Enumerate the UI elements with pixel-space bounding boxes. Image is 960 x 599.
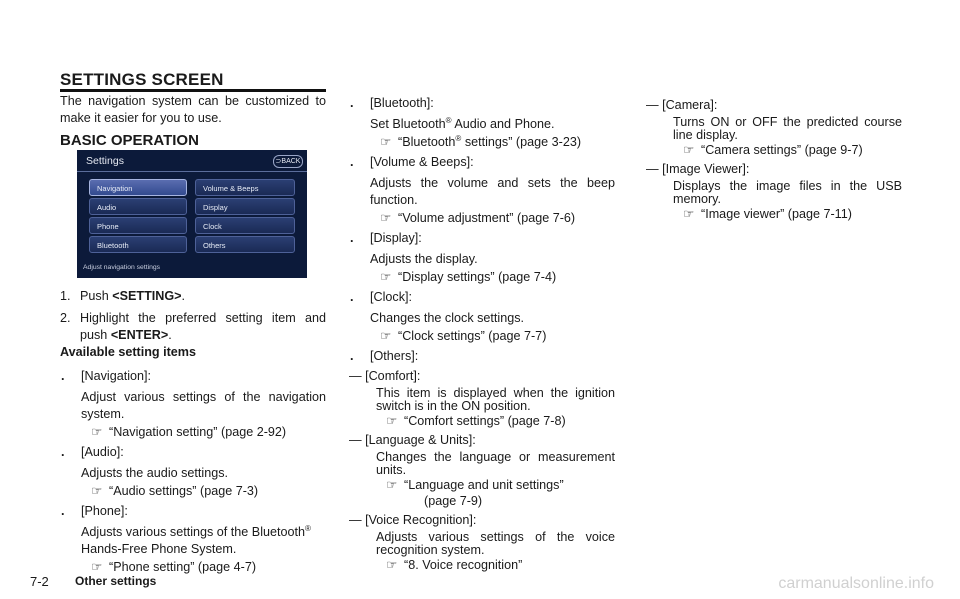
settings-screen-image <box>77 150 307 278</box>
section-title: SETTINGS SCREEN <box>60 70 224 89</box>
footer-title: Other settings <box>75 574 157 588</box>
list-item-clock: . [Clock]: Changes the clock settings. ☞ “Clock settings” (page 7-7) <box>350 290 547 343</box>
column-1 <box>60 368 326 579</box>
screen-button-volume: Volume & Beeps <box>195 179 295 196</box>
screen-footer: Adjust navigation settings <box>83 264 161 271</box>
basic-operation-heading: BASIC OPERATION <box>60 132 199 149</box>
step-1: 1. Push <SETTING>. <box>60 289 186 303</box>
section-rule <box>60 89 326 92</box>
pointing-hand-icon: ☞ <box>386 478 398 492</box>
pointing-hand-icon: ☞ <box>683 207 695 221</box>
pointing-hand-icon: ☞ <box>91 484 103 498</box>
list-item-phone: . [Phone]: Adjusts various settings of the Bluetooth® Hands-Free Phone System. ☞ “Phone setting” (page 4-7) <box>61 504 311 574</box>
sub-item-comfort: — [Comfort]: This item is displayed when the ignition switch is in the ON position. ☞ “Comfort settings” (page 7-8) <box>349 369 615 428</box>
screen-divider <box>77 171 307 172</box>
screen-back-button: ⊃BACK <box>273 155 303 168</box>
screen-button-bluetooth: Bluetooth <box>89 236 187 253</box>
list-item-audio: . [Audio]: Adjusts the audio settings. ☞ “Audio settings” (page 7-3) <box>61 445 259 498</box>
pointing-hand-icon: ☞ <box>380 135 392 149</box>
column-2 <box>349 95 615 576</box>
pointing-hand-icon: ☞ <box>683 143 695 157</box>
pointing-hand-icon: ☞ <box>386 558 398 572</box>
screen-button-audio: Audio <box>89 198 187 215</box>
back-arrow-icon: ⊃ <box>275 158 282 165</box>
screen-button-others: Others <box>195 236 295 253</box>
screen-title: Settings <box>86 155 124 167</box>
intro-text: The navigation system can be customized to make it easier for you to use. <box>60 94 326 125</box>
step-2: 2. Highlight the preferred setting item and push <ENTER>. <box>60 311 326 342</box>
list-item-others: . [Others]: <box>350 349 419 363</box>
list-item-bluetooth: . [Bluetooth]: Set Bluetooth® Audio and Phone. ☞ “Bluetooth® settings” (page 3-23) <box>350 96 582 149</box>
sub-item-language: — [Language & Units]: Changes the language or measurement units. ☞ “Language and unit settings” (page 7-9) <box>349 433 615 508</box>
pointing-hand-icon: ☞ <box>386 414 398 428</box>
available-heading: Available setting items <box>60 345 197 359</box>
list-item-navigation: . [Navigation]: Adjust various settings of the navigation system. ☞ “Navigation setting” (page 2-92) <box>61 369 326 439</box>
pointing-hand-icon: ☞ <box>91 560 103 574</box>
list-item-volume: . [Volume & Beeps]: Adjusts the volume and sets the beep function. ☞ “Volume adjustment” (page 7-6) <box>350 155 615 225</box>
list-item-display: . [Display]: Adjusts the display. ☞ “Display settings” (page 7-4) <box>350 231 557 284</box>
screen-button-phone: Phone <box>89 217 187 234</box>
pointing-hand-icon: ☞ <box>380 329 392 343</box>
pointing-hand-icon: ☞ <box>380 211 392 225</box>
sub-item-voice: — [Voice Recognition]: Adjusts various settings of the voice recognition system. ☞ “8. Voice recognition” <box>349 513 615 572</box>
pointing-hand-icon: ☞ <box>91 425 103 439</box>
watermark: carmanualsonline.info <box>778 575 934 592</box>
sub-item-camera: — [Camera]: Turns ON or OFF the predicted course line display. ☞ “Camera settings” (page 9-7) <box>646 98 902 157</box>
sub-item-image-viewer: — [Image Viewer]: Displays the image files in the USB memory. ☞ “Image viewer” (page 7-11) <box>646 162 902 221</box>
screen-button-clock: Clock <box>195 217 295 234</box>
screen-button-display: Display <box>195 198 295 215</box>
page-number: 7-2 <box>30 574 49 589</box>
steps-list <box>60 288 326 349</box>
column-3 <box>646 95 902 225</box>
screen-button-navigation: Navigation <box>89 179 187 196</box>
pointing-hand-icon: ☞ <box>380 270 392 284</box>
